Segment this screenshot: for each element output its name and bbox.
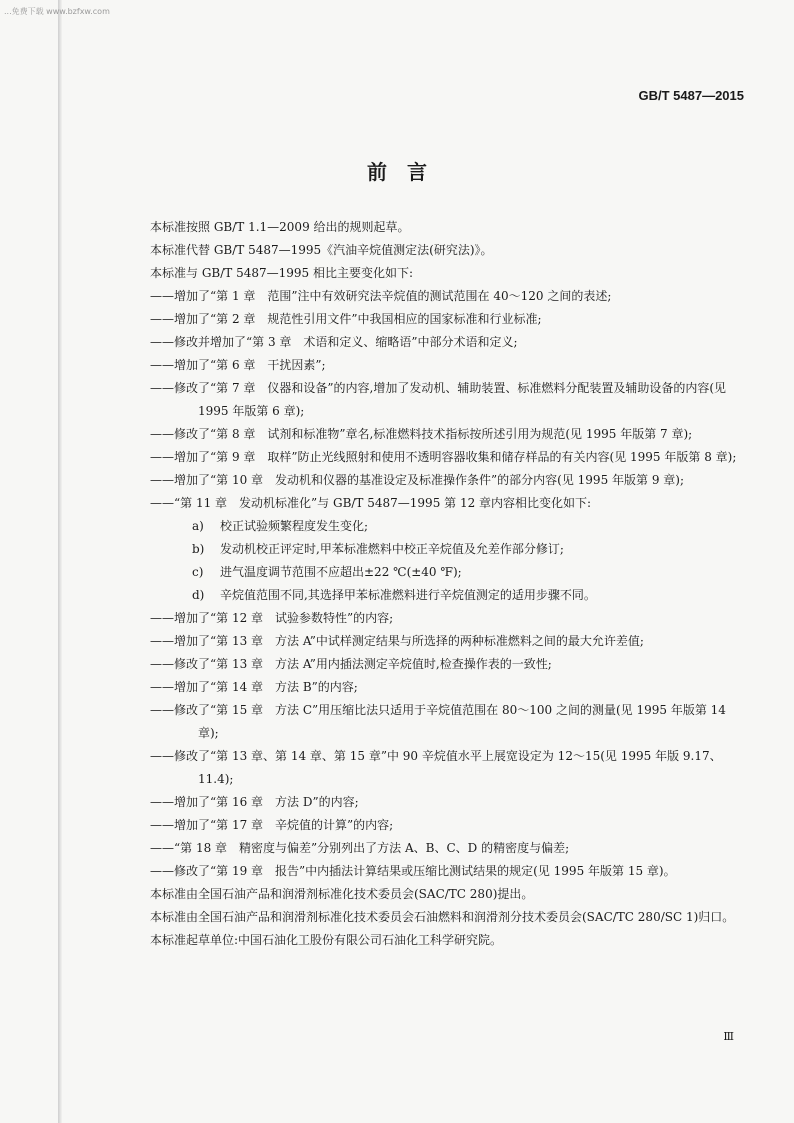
change-item: ——修改了“第 19 章 报告”中内插法计算结果或压缩比测试结果的规定(见 1995 年版第 15 章)。 (150, 864, 676, 878)
change-item: ——修改并增加了“第 3 章 术语和定义、缩略语”中部分术语和定义; (150, 335, 518, 349)
watermark: ...免费下载 www.bzfxw.com (4, 7, 110, 16)
paragraph-plain: 本标准代替 GB/T 5487—1995《汽油辛烷值测定法(研究法)》。 (150, 243, 493, 257)
paragraph-plain: 本标准起草单位:中国石油化工股份有限公司石油化工科学研究院。 (150, 933, 503, 947)
change-item: ——修改了“第 8 章 试剂和标准物”章名,标准燃料技术指标按所述引用为规范(见 1995 年版第 7 章); (150, 427, 693, 441)
change-item: ——增加了“第 9 章 取样”防止光线照射和使用不透明容器收集和储存样品的有关内容(见 1995 年版第 8 章); (150, 450, 737, 464)
paragraph-plain: 本标准按照 GB/T 1.1—2009 给出的规则起草。 (150, 220, 410, 234)
sub-item-text: 发动机校正评定时,甲苯标准燃料中校正辛烷值及允差作部分修订; (220, 542, 564, 556)
sub-item (150, 561, 745, 584)
change-item: ——增加了“第 14 章 方法 B”的内容; (150, 680, 358, 694)
change-item: ——修改了“第 13 章 方法 A”用内插法测定辛烷值时,检查操作表的一致性; (150, 657, 552, 671)
foreword-body (150, 216, 745, 952)
change-item: ——增加了“第 2 章 规范性引用文件”中我国相应的国家标准和行业标准; (150, 312, 542, 326)
change-item: ——增加了“第 1 章 范围”注中有效研究法辛烷值的测试范围在 40～120 之间的表述; (150, 289, 612, 303)
sub-item-letter: d) (192, 588, 205, 602)
sub-item-letter: b) (192, 542, 205, 556)
page-number: Ⅲ (723, 1030, 734, 1043)
paragraph-plain: 本标准由全国石油产品和润滑剂标准化技术委员会石油燃料和润滑剂分技术委员会(SAC/TC 280/SC 1)归口。 (150, 910, 735, 924)
sub-item-text: 辛烷值范围不同,其选择甲苯标准燃料进行辛烷值测定的适用步骤不同。 (220, 588, 596, 602)
page-title: 前言 (367, 160, 447, 184)
change-item: ——增加了“第 6 章 干扰因素”; (150, 358, 326, 372)
sub-item (150, 584, 745, 607)
sub-item-letter: a) (192, 519, 204, 533)
standard-code: GB/T 5487—2015 (638, 88, 744, 103)
change-item: ——修改了“第 13 章、第 14 章、第 15 章”中 90 辛烷值水平上展宽设定为 12～15(见 1995 年版 9.17、11.4); (150, 749, 722, 786)
change-item: ——修改了“第 7 章 仪器和设备”的内容,增加了发动机、辅助装置、标准燃料分配装置及辅助设备的内容(见 1995 年版第 6 章); (150, 381, 727, 418)
change-item: ——修改了“第 15 章 方法 C”用压缩比法只适用于辛烷值范围在 80～100 之间的测量(见 1995 年版第 14 章); (150, 703, 726, 740)
change-item: ——增加了“第 16 章 方法 D”的内容; (150, 795, 359, 809)
paragraph-plain: 本标准与 GB/T 5487—1995 相比主要变化如下: (150, 266, 414, 280)
sub-item-letter: c) (192, 565, 204, 579)
change-item: ——“第 11 章 发动机标准化”与 GB/T 5487—1995 第 12 章内容相比变化如下: (150, 496, 592, 510)
sub-item (150, 538, 745, 561)
sub-item-text: 校正试验频繁程度发生变化; (220, 519, 369, 533)
change-item: ——增加了“第 17 章 辛烷值的计算”的内容; (150, 818, 394, 832)
sub-item (150, 515, 745, 538)
change-item: ——增加了“第 12 章 试验参数特性”的内容; (150, 611, 394, 625)
change-item: ——增加了“第 10 章 发动机和仪器的基准设定及标准操作条件”的部分内容(见 1995 年版第 9 章); (150, 473, 685, 487)
change-item: ——增加了“第 13 章 方法 A”中试样测定结果与所选择的两种标准燃料之间的最大允许差值; (150, 634, 644, 648)
sub-item-text: 进气温度调节范围不应超出±22 ℃(±40 ℉); (220, 565, 462, 579)
paragraph-plain: 本标准由全国石油产品和润滑剂标准化技术委员会(SAC/TC 280)提出。 (150, 887, 534, 901)
change-item: ——“第 18 章 精密度与偏差”分别列出了方法 A、B、C、D 的精密度与偏差; (150, 841, 570, 855)
